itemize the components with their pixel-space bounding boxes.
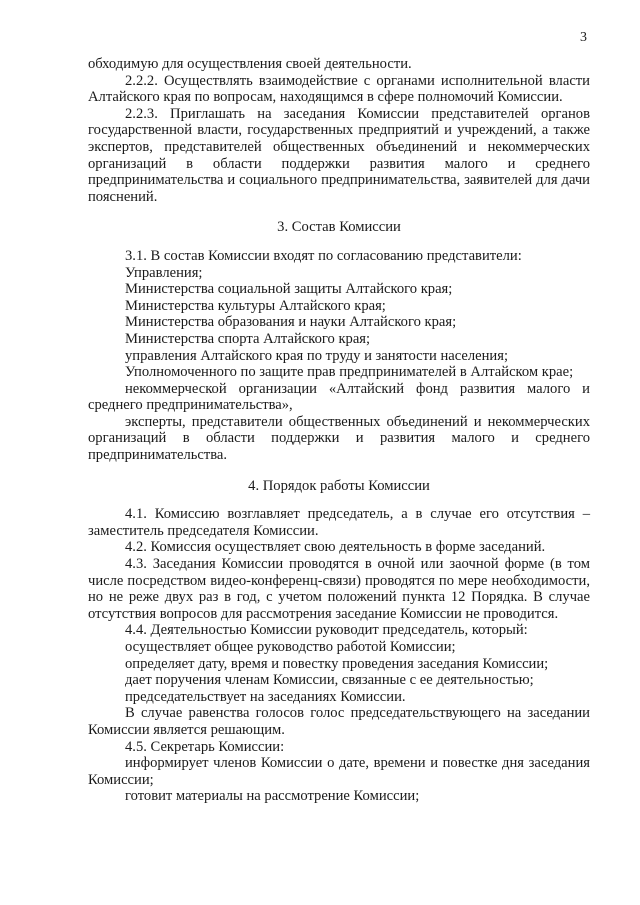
paragraph: 4.5. Секретарь Комиссии:: [125, 738, 285, 755]
paragraph: дает поручения членам Комиссии, связанные с ее деятельностью;: [125, 672, 534, 689]
paragraph: определяет дату, время и повестку проведения заседания Комиссии;: [125, 655, 549, 672]
paragraph: 4.2. Комиссия осуществляет свою деятельность в форме заседаний.: [125, 539, 546, 556]
paragraph: 3.1. В состав Комиссии входят по согласованию представители:: [125, 247, 522, 264]
paragraph: готовит материалы на рассмотрение Комиссии;: [125, 788, 420, 805]
section-3-content: [88, 248, 590, 464]
section-4-content: [88, 506, 590, 805]
paragraph: 4.4. Деятельностью Комиссии руководит председатель, который:: [125, 622, 528, 639]
section-3-heading: 3. Состав Комиссии: [277, 219, 401, 236]
paragraph: осуществляет общее руководство работой Комиссии;: [125, 639, 456, 655]
paragraph: 2.2.2. Осуществлять взаимодействие с органами исполнительной власти Алтайского края по вопросам, находящимся в сфере полномочий Комиссии.: [88, 72, 590, 106]
paragraph: Министерства образования и науки Алтайского края;: [125, 314, 457, 331]
paragraph: обходимую для осуществления своей деятельности.: [88, 56, 412, 72]
paragraph: 4.3. Заседания Комиссии проводятся в очной или заочной форме (в том числе посредством видео-конференц-связи) проводятся по мере необходимости, но не реже двух раз в год, с учетом положений пункта 12 Порядка. В случае отсутствия вопросов для рассмотрения заседание Комиссии не проводится.: [88, 556, 590, 622]
section-4-heading: 4. Порядок работы Комиссии: [248, 477, 430, 494]
paragraph: Министерства спорта Алтайского края;: [125, 330, 371, 347]
paragraph: Министерства культуры Алтайского края;: [125, 297, 386, 314]
document-body: [88, 56, 590, 805]
paragraph: Уполномоченного по защите прав предпринимателей в Алтайском крае;: [125, 364, 574, 381]
paragraph: некоммерческой организации «Алтайский фонд развития малого и среднего предпринимательства»,: [88, 380, 590, 414]
section-2-continuation: [88, 56, 590, 205]
paragraph: 4.1. Комиссию возглавляет председатель, а в случае его отсутствия – заместитель председателя Комиссии.: [88, 506, 590, 539]
paragraph: эксперты, представители общественных объединений и некоммерческих организаций в области поддержки и развития малого и среднего предпринимательства.: [88, 413, 590, 464]
paragraph: Министерства социальной защиты Алтайского края;: [125, 281, 453, 298]
paragraph: информирует членов Комиссии о дате, времени и повестке дня заседания Комиссии;: [88, 755, 590, 788]
paragraph: В случае равенства голосов голос председательствующего на заседании Комиссии является решающим.: [88, 705, 590, 738]
paragraph: Управления;: [125, 264, 203, 281]
paragraph: председательствует на заседаниях Комиссии.: [125, 688, 406, 705]
paragraph: управления Алтайского края по труду и занятости населения;: [125, 347, 509, 364]
page-number: 3: [580, 30, 587, 45]
paragraph: 2.2.3. Приглашать на заседания Комиссии представителей органов государственной власти, государственных предприятий и учреждений, а также экспертов, представителей общественных объединений и некоммерческих организаций в области поддержки развития малого и среднего предпринимательства и социального предпринимательства, заявителей для дачи пояснений.: [88, 105, 590, 205]
